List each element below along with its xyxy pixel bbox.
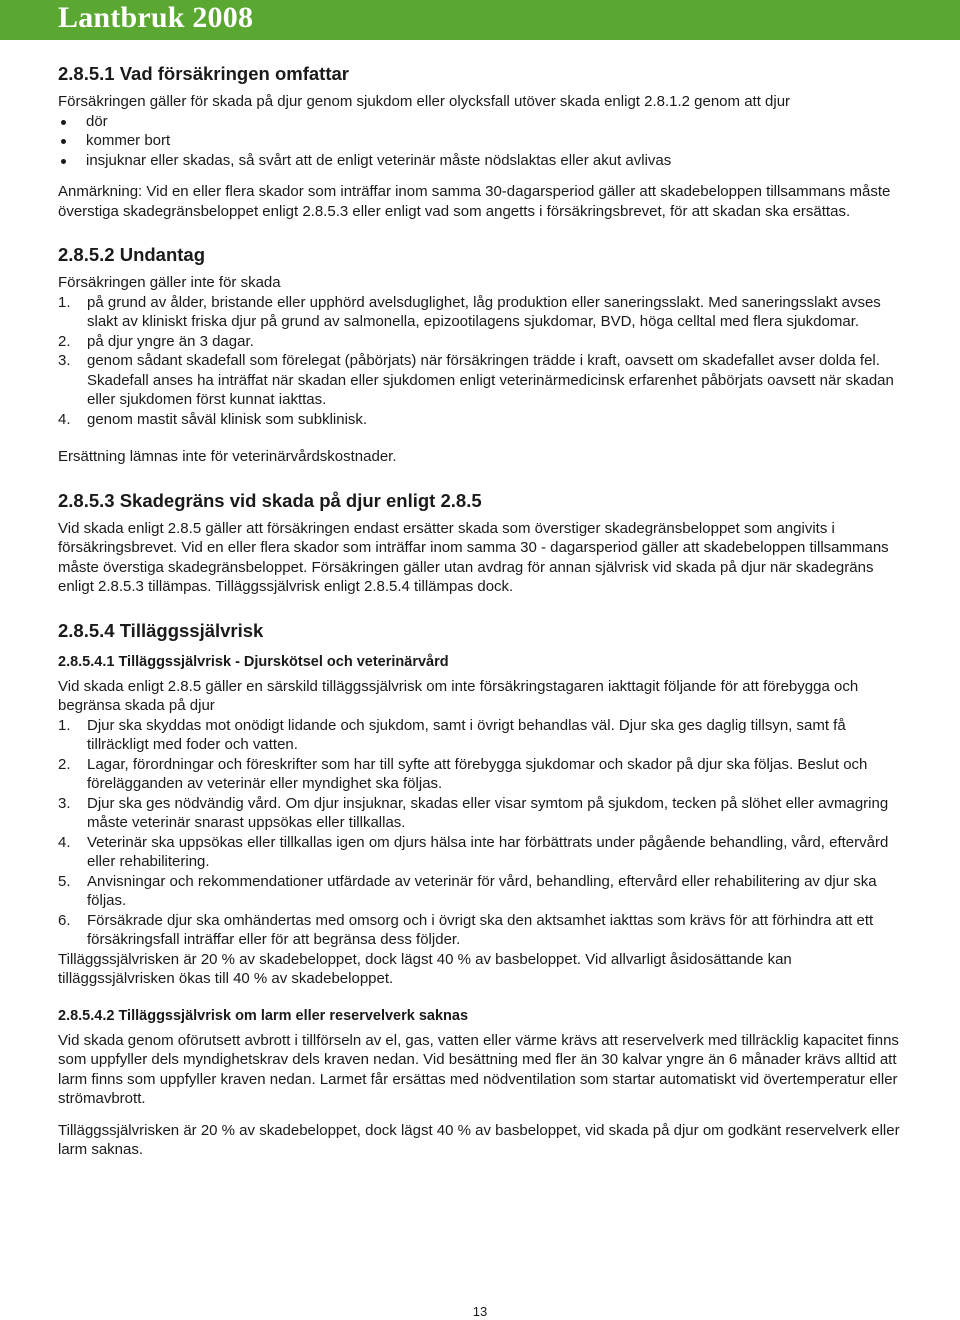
page-content	[58, 62, 908, 1160]
item-text: på djur yngre än 3 dagar.	[87, 332, 254, 350]
numbered-list	[58, 293, 908, 430]
list-item	[58, 716, 908, 755]
subsection-paragraph: Tilläggssjälvrisken är 20 % av skadebeloppet, dock lägst 40 % av basbeloppet, vid skada på djur om godkänt reservelverk eller larm saknas.	[58, 1121, 900, 1158]
section-2-8-5-3	[58, 489, 908, 597]
list-item	[58, 351, 908, 410]
item-text: Lagar, förordningar och föreskrifter som har till syfte att förebygga sjukdomar och skador på djur ska följas. Beslut och förelägganden av veterinär eller myndighet ska följas.	[87, 755, 868, 792]
list-item	[58, 332, 908, 352]
item-number: 3.	[58, 352, 71, 369]
document-title: Lantbruk 2008	[58, 1, 254, 34]
page-number: 13	[472, 1304, 488, 1319]
section-heading: 2.8.5.1 Vad försäkringen omfattar	[58, 63, 349, 84]
list-item: dör	[58, 112, 908, 132]
item-text: Djur ska ges nödvändig vård. Om djur insjuknar, skadas eller visar symtom på sjukdom, tecken på slöhet eller avmagring måste veterinär snarast uppsökas eller tillkallas.	[87, 794, 889, 831]
item-text: genom sådant skadefall som förelegat (påbörjats) när försäkringen trädde i kraft, oavsett om skadefallet avser dolda fel. Skadefall anses ha inträffat när skadan eller sjukdomen enligt veterinärmedicinsk erfarenhet påbörjats oavsett när skadan eller sjukdomen först kunnat iakttas.	[87, 352, 894, 408]
item-text: Djur ska skyddas mot onödigt lidande och sjukdom, samt i övrigt behandlas väl. Djur ska ges daglig tillsyn, samt få tillräckligt med foder och vatten.	[87, 716, 846, 753]
item-number: 2.	[58, 332, 71, 350]
bullet-list	[58, 112, 908, 171]
list-item	[58, 911, 908, 950]
subsection-intro: Vid skada enligt 2.8.5 gäller en särskild tilläggssjälvrisk om inte försäkringstagaren iakttagit följande för att förebygga och begränsa skada på djur	[58, 677, 859, 714]
section-intro: Försäkringen gäller inte för skada	[58, 274, 281, 291]
section-outro: Ersättning lämnas inte för veterinärvårdskostnader.	[58, 448, 397, 465]
section-intro: Försäkringen gäller för skada på djur genom sjukdom eller olycksfall utöver skada enligt 2.8.1.2 genom att djur	[58, 93, 791, 110]
note-paragraph: Anmärkning: Vid en eller flera skador som inträffar inom samma 30-dagarsperiod gäller att skadebeloppen tillsammans måste överstiga skadegränsbeloppet enligt 2.8.5.3 eller enligt vad som angetts i försäkringsbrevet, för att skadan ska ersättas.	[58, 183, 891, 220]
item-number: 2.	[58, 755, 71, 773]
item-number: 3.	[58, 794, 71, 812]
list-item	[58, 833, 908, 872]
section-2-8-5-2	[58, 243, 908, 467]
list-item	[58, 293, 908, 332]
subsection-outro: Tilläggssjälvrisken är 20 % av skadebeloppet, dock lägst 40 % av basbeloppet. Vid allvarligt åsidosättande kan tilläggssjälvrisken ökas till 40 % av skadebeloppet.	[58, 950, 792, 987]
list-item	[58, 410, 908, 430]
item-number: 4.	[58, 410, 71, 428]
list-item: kommer bort	[58, 131, 908, 151]
subsection-heading: 2.8.5.4.1 Tilläggssjälvrisk - Djurskötsel och veterinärvård	[58, 653, 449, 670]
section-2-8-5-4	[58, 619, 908, 1160]
list-item	[58, 872, 908, 911]
section-heading: 2.8.5.3 Skadegräns vid skada på djur enligt 2.8.5	[58, 489, 482, 511]
header-bar	[0, 0, 960, 40]
item-number: 5.	[58, 872, 71, 890]
item-text: genom mastit såväl klinisk som subklinisk.	[87, 410, 368, 428]
subsection-paragraph: Vid skada genom oförutsett avbrott i tillförseln av el, gas, vatten eller värme krävs att reservelverk med tillräcklig kapacitet finns som uppfyller dels myndighetskrav dels kraven nedan. Vid besättning med fler än 30 kalvar yngre än 6 månader krävs alltid att larm finns som uppfyller kraven nedan. Larmet får ersättas med nödventilation som startar automatiskt vid övertemperatur eller strömavbrott.	[58, 1031, 899, 1107]
item-number: 1.	[58, 716, 71, 734]
list-item	[58, 794, 908, 833]
item-number: 4.	[58, 833, 71, 851]
section-2-8-5-1	[58, 62, 908, 221]
list-item: insjuknar eller skadas, så svårt att de enligt veterinär måste nödslaktas eller akut avlivas	[58, 151, 908, 171]
section-heading: 2.8.5.2 Undantag	[58, 244, 206, 265]
section-body: Vid skada enligt 2.8.5 gäller att försäkringen endast ersätter skada som överstiger skadegränsbeloppet som angivits i försäkringsbrevet. Vid en eller flera skador som inträffar inom samma 30 - dagarsperiod gäller att skadebeloppen tillsammans måste överstiga skadegränsbeloppet. Försäkringen gäller utan avdrag för annan självrisk vid skada på djur när skadegräns enligt 2.8.5.3 tillämpas. Tilläggssjälvrisk enligt 2.8.5.4 tillämpas dock.	[58, 519, 889, 595]
list-item	[58, 755, 908, 794]
numbered-list	[58, 716, 908, 950]
item-text: på grund av ålder, bristande eller upphörd avelsduglighet, låg produktion eller saneringsslakt. Med saneringsslakt avses slakt av kliniskt friska djur på grund av salmonella, epizootilagens sjukdomar, BVD, höga celltal med flera sjukdomar.	[87, 293, 881, 330]
item-number: 1.	[58, 293, 71, 311]
item-text: Försäkrade djur ska omhändertas med omsorg och i övrigt ska den aktsamhet iakttas som krävs för att förhindra att ett försäkringsfall inträffar eller för att begränsa dess följder.	[87, 911, 874, 948]
subsection-heading: 2.8.5.4.2 Tilläggssjälvrisk om larm eller reservelverk saknas	[58, 1007, 469, 1024]
item-text: Veterinär ska uppsökas eller tillkallas igen om djurs hälsa inte har förbättrats under pågående behandling, vård, eftervård eller rehabilitering.	[87, 833, 889, 870]
section-heading: 2.8.5.4 Tilläggssjälvrisk	[58, 619, 264, 641]
item-text: Anvisningar och rekommendationer utfärdade av veterinär för vård, behandling, eftervård eller rehabilitering av djur ska följas.	[87, 872, 877, 909]
item-number: 6.	[58, 911, 71, 929]
